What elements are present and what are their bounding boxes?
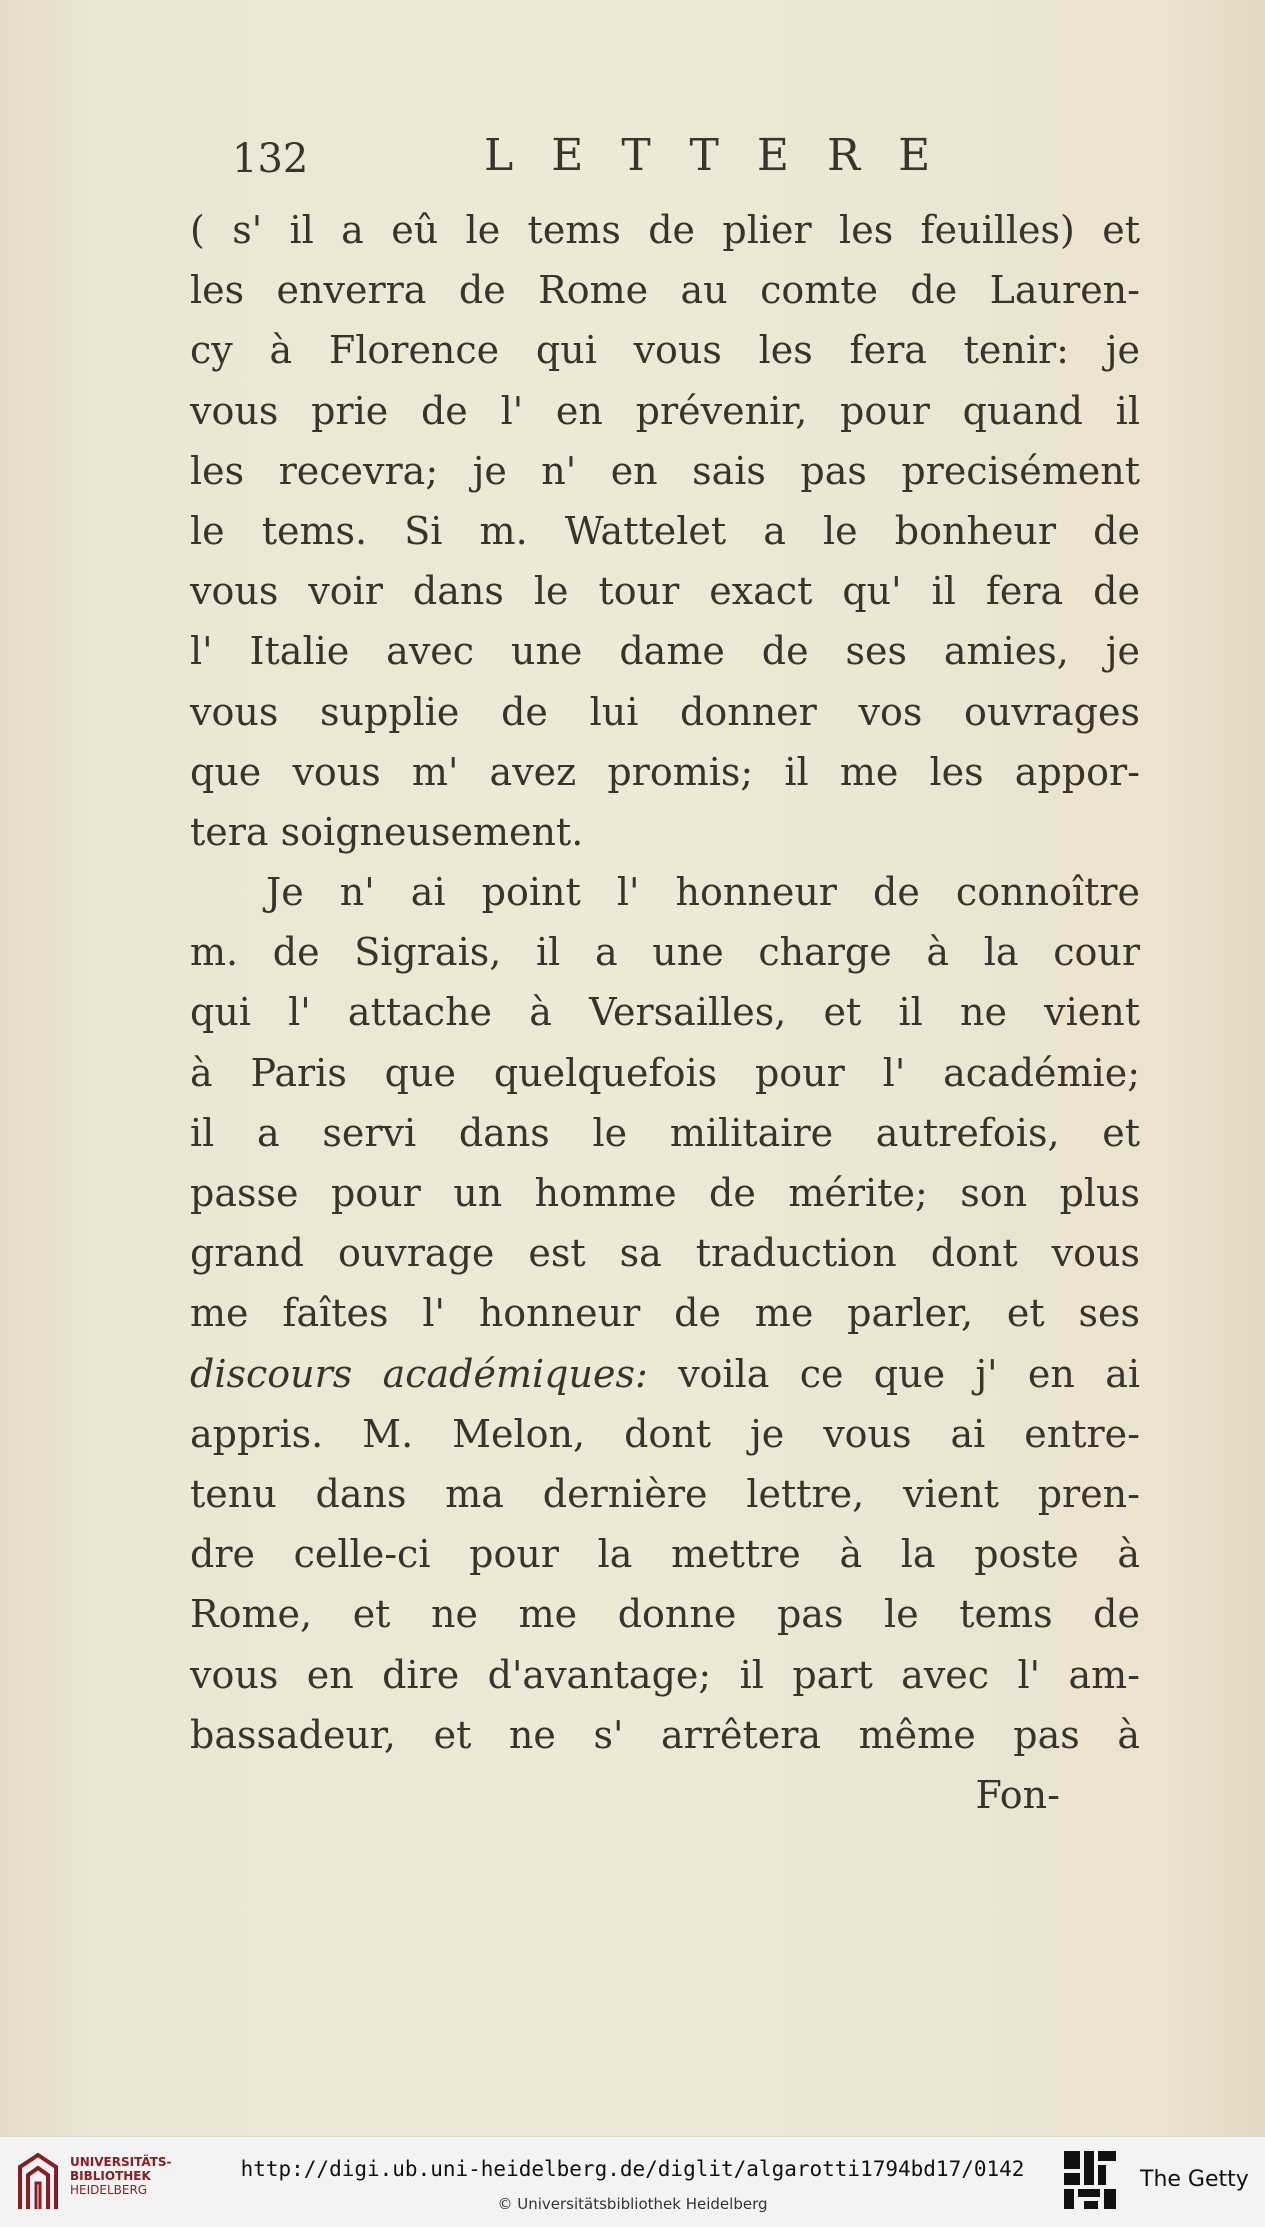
text-line: l' Italie avec une dame de ses amies, je (190, 629, 1140, 674)
text-line: me faîtes l' honneur de me parler, et ses (190, 1291, 1140, 1336)
viewer-footer (0, 2136, 1265, 2227)
text-line: tera soigneusement. (190, 809, 584, 854)
library-name-line: BIBLIOTHEK (70, 2169, 151, 2183)
text-line: vous prie de l' en prévenir, pour quand il (190, 388, 1140, 433)
getty-logo-icon[interactable] (1062, 2149, 1118, 2213)
running-title: LETTERE (484, 130, 969, 181)
partner-name[interactable]: The Getty (1140, 2167, 1249, 2192)
text-line: grand ouvrage est sa traduction dont vous (190, 1231, 1140, 1276)
text-line: il a servi dans le militaire autrefois, et (190, 1110, 1140, 1155)
permalink-url[interactable]: http://digi.ub.uni-heidelberg.de/diglit/algarotti1794bd17/0142 (240, 2157, 1025, 2181)
italic-title: discours académiques: (190, 1351, 648, 1396)
text-line: les recevra; je n' en sais pas precisément (190, 448, 1140, 493)
text-line-with-italic (190, 1344, 1140, 1404)
text-line: appris. M. Melon, dont je vous ai entre- (190, 1411, 1140, 1456)
page-number: 132 (232, 136, 309, 182)
text-line: les enverra de Rome au comte de Lauren- (190, 268, 1140, 313)
letter-text (190, 200, 1140, 1825)
text-line: Rome, et ne me donne pas le tems de (190, 1592, 1140, 1637)
text-line: vous supplie de lui donner vos ouvrages (190, 689, 1140, 734)
text-line: vous en dire d'avantage; il part avec l' am- (190, 1652, 1140, 1697)
text-line: Je n' ai point l' honneur de connoître (266, 870, 1140, 915)
text-line: qui l' attache à Versailles, et il ne vient (190, 990, 1140, 1035)
text-line: tenu dans ma dernière lettre, vient pren- (190, 1471, 1140, 1516)
text-line: passe pour un homme de mérite; son plus (190, 1171, 1140, 1215)
text-line: que vous m' avez promis; il me les appor- (190, 749, 1140, 794)
copyright-notice: © Universitätsbibliothek Heidelberg (497, 2195, 768, 2213)
library-name-line: UNIVERSITÄTS- (70, 2155, 172, 2169)
text-line: à Paris que quelquefois pour l' académie; (190, 1050, 1140, 1095)
text-line: m. de Sigrais, il a une charge à la cour (190, 930, 1140, 975)
text-line: dre celle-ci pour la mettre à la poste à (190, 1532, 1140, 1577)
text-line: ( s' il a eû le tems de plier les feuilles) et (190, 208, 1140, 252)
text-line: le tems. Si m. Wattelet a le bonheur de (190, 508, 1140, 553)
text-line: bassadeur, et ne s' arrêtera même pas à (190, 1712, 1140, 1757)
catchword: Fon- (975, 1772, 1060, 1817)
text-line: cy à Florence qui vous les fera tenir: je (190, 328, 1140, 373)
italic-line-rest: voila ce que j' en ai (647, 1351, 1140, 1396)
text-line: vous voir dans le tour exact qu' il fera de (190, 569, 1140, 614)
page-header (232, 130, 969, 190)
library-name-city: HEIDELBERG (70, 2183, 148, 2197)
